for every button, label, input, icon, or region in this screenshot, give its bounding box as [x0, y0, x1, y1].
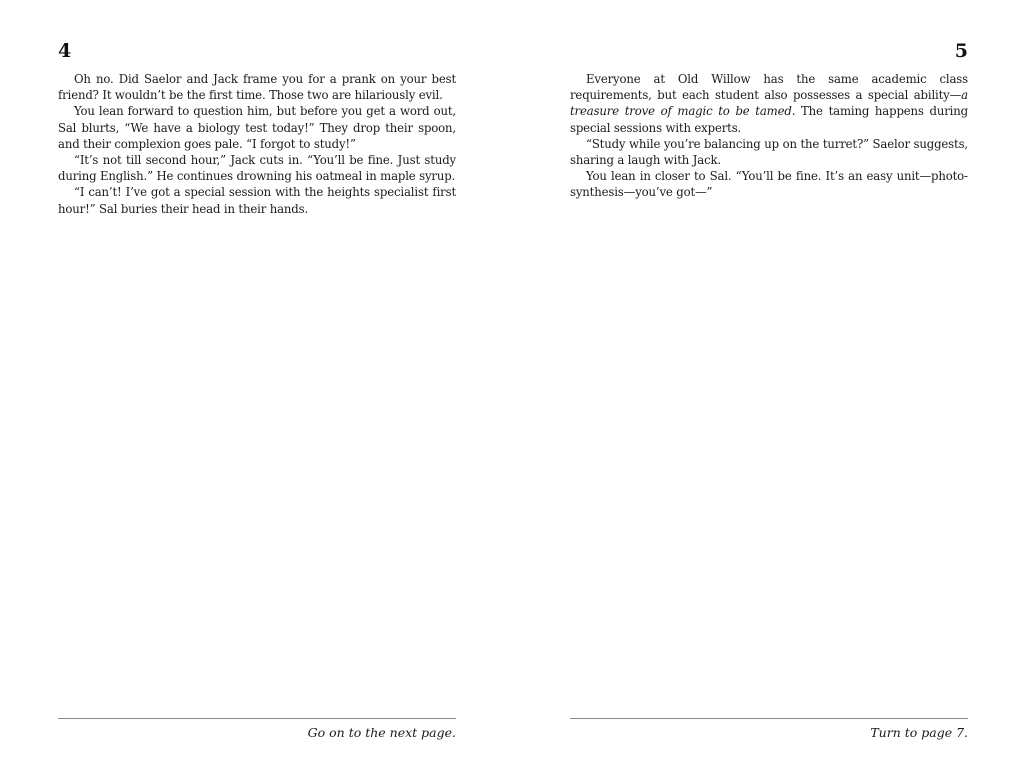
paragraph: “It’s not till second hour,” Jack cuts in. “You’ll be fine. Just study during English.” He continues drowning his oatmeal in maple syrup.	[58, 153, 456, 184]
paragraph: “Study while you’re balancing up on the turret?” Saelor suggests, sharing a laugh with Jack.	[570, 136, 968, 168]
page-footer-instruction: Go on to the next page.	[307, 725, 456, 740]
page-body	[570, 71, 968, 201]
footer-divider	[58, 718, 456, 719]
paragraph: Oh no. Did Saelor and Jack frame you for a prank on your best friend? It wouldn’t be the first time. Those two are hilariously evil.	[58, 72, 456, 103]
page-footer-instruction: Turn to page 7.	[870, 725, 968, 740]
left-page	[58, 0, 456, 768]
footer-divider	[570, 718, 968, 719]
paragraph: “I can’t! I’ve got a special session with the heights specialist first hour!” Sal buries their head in their hands.	[58, 185, 456, 216]
paragraph-text: . The taming happens during special sessions with experts.	[570, 104, 968, 135]
right-page	[570, 0, 968, 768]
page-number: 5	[954, 40, 968, 62]
page-body	[58, 71, 456, 217]
paragraph	[570, 71, 968, 136]
paragraph: You lean forward to question him, but before you get a word out, Sal blurts, “We have a biology test today!” They drop their spoon, and their complexion goes pale. “I forgot to study!”	[58, 104, 456, 151]
paragraph-text: Everyone at Old Willow has the same academic class requirements, but each student also possesses a special ability—	[570, 72, 968, 103]
page-number: 4	[58, 40, 72, 62]
emphasized-text: a treasure trove of magic to be tamed	[570, 88, 968, 119]
paragraph: You lean in closer to Sal. “You’ll be fine. It’s an easy unit—photosynthesis—you’ve got—”	[570, 169, 968, 200]
